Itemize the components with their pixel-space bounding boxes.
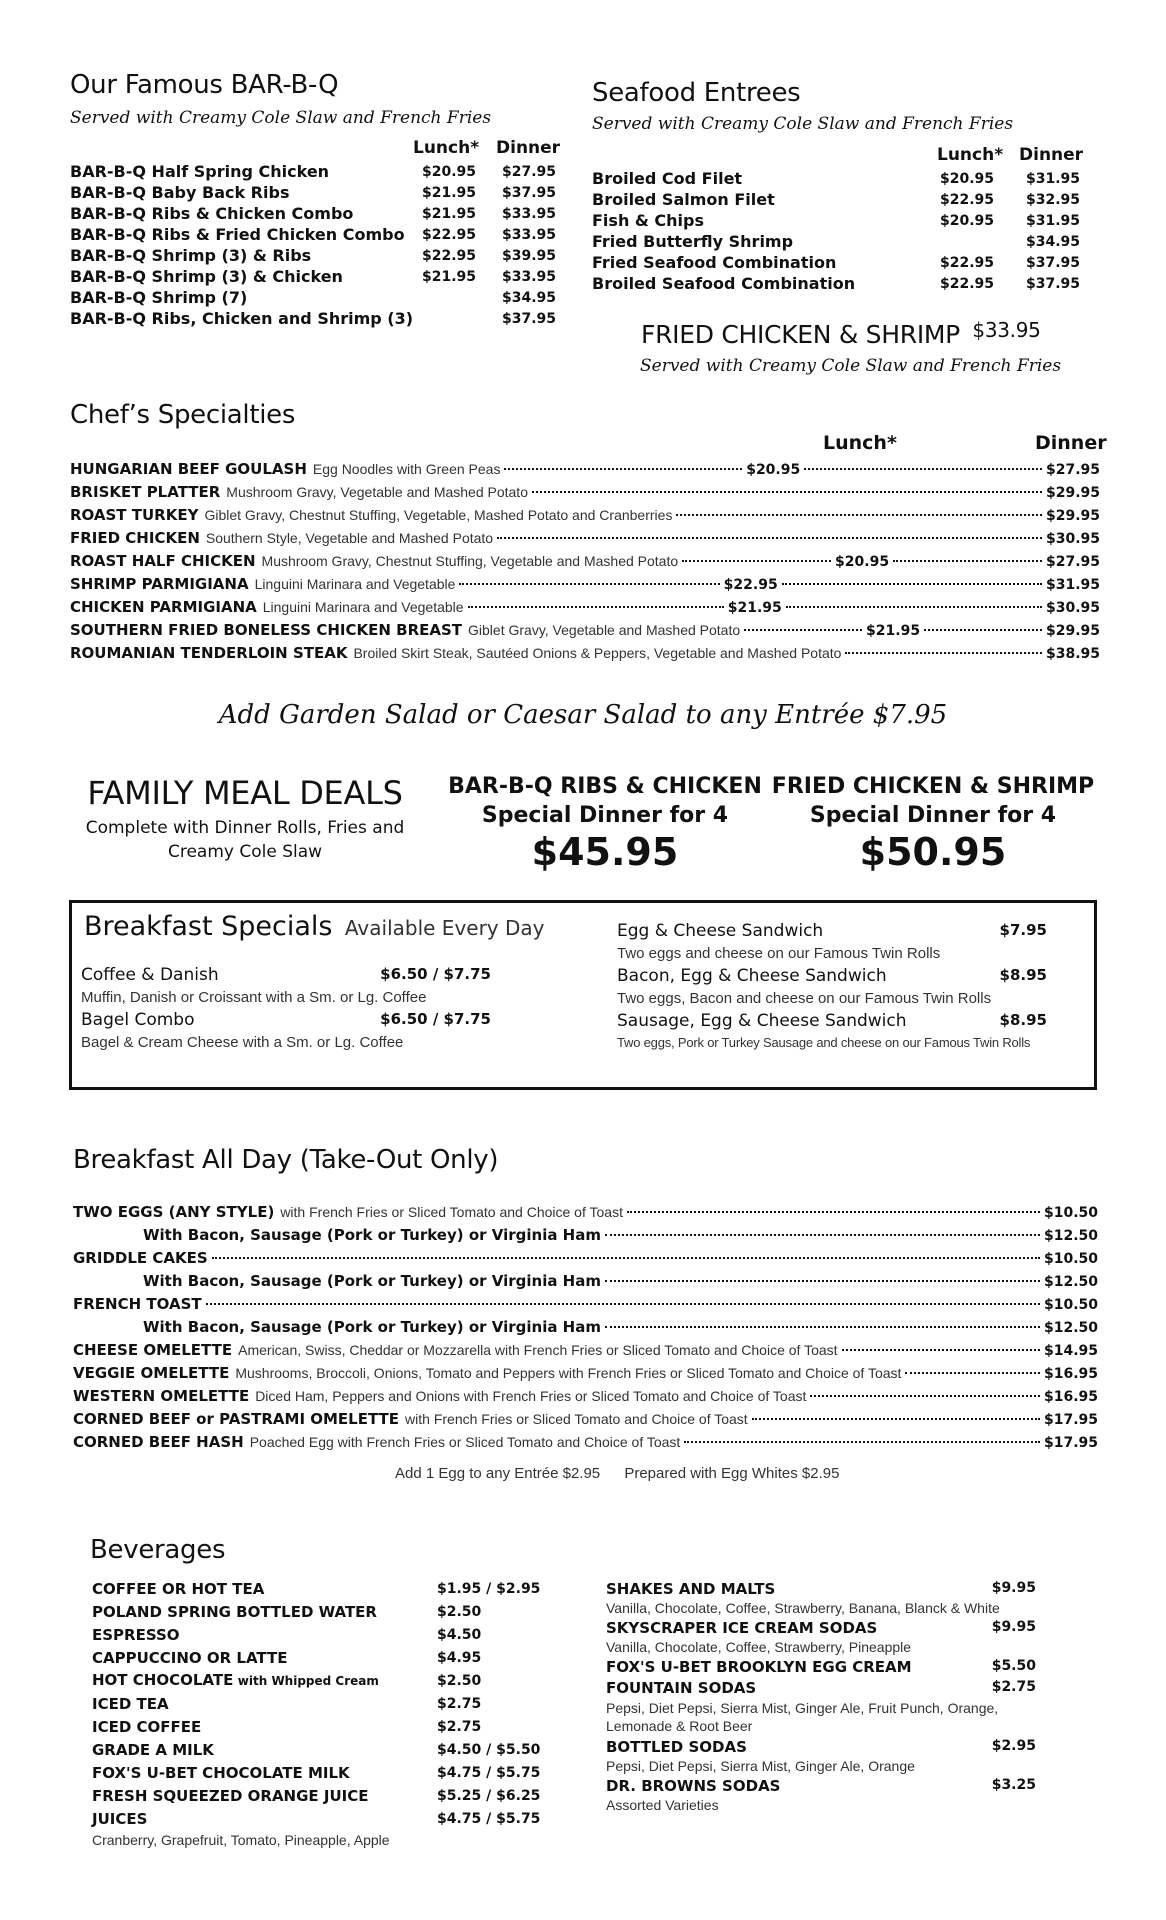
item-price: $14.95 [1043,1343,1098,1359]
item-name: BRISKET PLATTER [70,483,221,501]
beverage-item [606,1658,1066,1676]
item-name: SOUTHERN FRIED BONELESS CHICKEN BREAST [70,621,463,639]
beverage-item [92,1646,542,1669]
dinner-price: $30.95 [1045,531,1100,547]
beverages-right [606,1580,1066,1816]
item-price: $12.50 [1043,1274,1098,1290]
family-subtitle: Complete with Dinner Rolls, Fries and Creamy Cole Slaw [85,818,405,862]
item-price: $10.50 [1043,1297,1098,1313]
menu-item [70,224,570,245]
bev-price: $9.95 [991,1580,1036,1596]
dinner-price: $32.95 [1026,191,1081,208]
juices-desc: Cranberry, Grapefruit, Tomato, Pineapple, Apple [92,1832,390,1848]
item-name: FRENCH TOAST [73,1295,202,1313]
bev-price: $2.75 [437,1718,482,1735]
family-title: FAMILY MEAL DEALS [87,774,403,812]
bev-name: GRADE A MILK [92,1740,214,1759]
seafood-col-lunch: Lunch* [937,145,1004,165]
bev-price: $5.25 / $6.25 [437,1787,541,1804]
bev-desc: Pepsi, Diet Pepsi, Sierra Mist, Ginger Ale, Orange [606,1758,915,1774]
bs-item [81,1010,491,1030]
item-name: With Bacon, Sausage (Pork or Turkey) or Virginia Ham [143,1318,601,1336]
dinner-price: $29.95 [1045,623,1100,639]
bs-item-price: $8.95 [999,966,1047,984]
dinner-price: $33.95 [502,268,557,285]
bs-title: Breakfast Specials [84,911,333,942]
dinner-price: $30.95 [1045,600,1100,616]
item-name: Fish & Chips [592,211,705,230]
menu-item [70,266,570,287]
menu-item [70,308,570,329]
dinner-price: $34.95 [1026,233,1081,250]
item-price: $12.50 [1043,1320,1098,1336]
bev-extra: with Whipped Cream [237,1674,379,1688]
menu-item [73,1341,1098,1364]
bev-name: SKYSCRAPER ICE CREAM SODAS [606,1619,878,1637]
dinner-price: $31.95 [1026,170,1081,187]
deal-price: $45.95 [531,830,679,874]
item-name: With Bacon, Sausage (Pork or Turkey) or Virginia Ham [143,1272,601,1290]
lunch-price: $22.95 [422,247,477,264]
dinner-price: $33.95 [502,205,557,222]
fcs-title: FRIED CHICKEN & SHRIMP [641,320,960,349]
bev-price: $2.95 [991,1738,1036,1754]
item-price: $12.50 [1043,1228,1098,1244]
dinner-price: $29.95 [1045,508,1100,524]
chef-col-lunch: Lunch* [823,432,897,454]
chef-title: Chef’s Specialties [70,400,296,430]
item-name: WESTERN OMELETTE [73,1387,250,1405]
item-name: CHICKEN PARMIGIANA [70,598,257,616]
bs-right [617,921,1077,1050]
note-egg-whites: Prepared with Egg Whites $2.95 [624,1465,840,1482]
dinner-price: $33.95 [502,226,557,243]
item-name: BAR-B-Q Half Spring Chicken [70,162,330,181]
bev-desc: Assorted Varieties [606,1797,719,1813]
bs-item [617,966,1077,986]
menu-item [70,598,1100,621]
menu-item [73,1387,1098,1410]
item-name: SHRIMP PARMIGIANA [70,575,249,593]
bs-item-price: $6.50 / $7.75 [380,965,491,983]
dinner-price: $34.95 [502,289,557,306]
beverage-item [92,1738,542,1761]
bs-note: Available Every Day [344,916,545,940]
menu-item [70,483,1100,506]
beverage-item [92,1715,542,1738]
menu-item [70,203,570,224]
menu-item [70,506,1100,529]
item-desc: Giblet Gravy, Vegetable and Mashed Potato [468,622,741,638]
beverage-item [92,1669,542,1692]
dinner-price: $29.95 [1045,485,1100,501]
item-desc: Egg Noodles with Green Peas [312,461,501,477]
beverage-item [606,1777,1066,1795]
item-desc: Mushroom Gravy, Chestnut Stuffing, Vegetable and Mashed Potato [261,553,679,569]
bs-heading [84,911,545,942]
menu-item [73,1272,1098,1295]
bad-title: Breakfast All Day (Take-Out Only) [73,1145,499,1175]
bev-desc: Pepsi, Diet Pepsi, Sierra Mist, Ginger Ale, Fruit Punch, Orange, Lemonade & Root Beer [606,1700,999,1734]
bev-name: ESPRESSO [92,1625,180,1644]
dinner-price: $27.95 [1045,554,1100,570]
bev-name: FOX'S U-BET BROOKLYN EGG CREAM [606,1658,912,1676]
item-name: BAR-B-Q Baby Back Ribs [70,183,290,202]
item-name: CHEESE OMELETTE [73,1341,233,1359]
bev-name: JUICES [92,1809,148,1828]
item-name: ROAST HALF CHICKEN [70,552,256,570]
lunch-price: $20.95 [940,170,995,187]
item-name: Broiled Seafood Combination [592,274,856,293]
item-name: BAR-B-Q Shrimp (3) & Ribs [70,246,312,265]
menu-item [73,1318,1098,1341]
beverage-item [606,1619,1066,1637]
seafood-subtitle: Served with Creamy Cole Slaw and French Fries [592,114,1014,134]
menu-item [73,1226,1098,1249]
item-name: VEGGIE OMELETTE [73,1364,230,1382]
chef-col-dinner: Dinner [1035,432,1107,454]
item-desc: American, Swiss, Cheddar or Mozzarella with French Fries or Sliced Tomato and Choice of Toast [238,1342,838,1358]
lunch-price: $22.95 [422,226,477,243]
item-desc: Diced Ham, Peppers and Onions with French Fries or Sliced Tomato and Choice of Toast [255,1388,807,1404]
lunch-price: $20.95 [422,163,477,180]
beverage-item [92,1784,542,1807]
lunch-price: $20.95 [746,462,801,478]
bs-item-desc: Two eggs and cheese on our Famous Twin Rolls [617,945,941,962]
bev-name: COFFEE OR HOT TEA [92,1579,265,1598]
menu-item [70,245,570,266]
item-name: TWO EGGS (ANY STYLE) [73,1203,275,1221]
fried-chicken-shrimp-heading [641,318,1041,349]
menu-item [592,273,1112,294]
lunch-price: $22.95 [940,191,995,208]
beverages-title: Beverages [90,1535,226,1565]
bs-item [617,921,1077,941]
bbq-col-dinner: Dinner [496,138,561,158]
beverage-item [92,1623,542,1646]
bs-item-price: $8.95 [999,1011,1047,1029]
dinner-price: $39.95 [502,247,557,264]
dinner-price: $27.95 [1045,462,1101,478]
bs-item-price: $7.95 [999,921,1047,939]
beverages-left [92,1577,542,1848]
bs-item-name: Bacon, Egg & Cheese Sandwich [617,966,887,986]
beverage-item [606,1679,1066,1697]
menu-item [592,210,1112,231]
bs-item-name: Sausage, Egg & Cheese Sandwich [617,1011,907,1031]
deal-title: FRIED CHICKEN & SHRIMP [771,774,1095,799]
beverage-item [606,1580,1066,1598]
item-name: HUNGARIAN BEEF GOULASH [70,460,307,478]
item-desc: Mushrooms, Broccoli, Onions, Tomato and Peppers with French Fries or Sliced Tomato and Choice of Toast [235,1365,902,1381]
bad-menu-list [73,1203,1098,1456]
bev-desc: Vanilla, Chocolate, Coffee, Strawberry, Banana, Blanck & White [606,1600,1000,1616]
item-desc: Mushroom Gravy, Vegetable and Mashed Potato [226,484,528,500]
fcs-subtitle: Served with Creamy Cole Slaw and French Fries [640,356,1062,376]
item-desc: with French Fries or Sliced Tomato and Choice of Toast [405,1411,748,1427]
salad-note: Add Garden Salad or Caesar Salad to any Entrée $7.95 [218,700,948,730]
menu-item [70,621,1100,644]
menu-item [70,575,1100,598]
item-name: BAR-B-Q Ribs & Fried Chicken Combo [70,225,405,244]
bev-price: $4.75 / $5.75 [437,1764,541,1781]
bs-item-desc: Two eggs, Bacon and cheese on our Famous Twin Rolls [617,990,992,1007]
item-desc: with French Fries or Sliced Tomato and Choice of Toast [280,1204,623,1220]
lunch-price: $20.95 [835,554,890,570]
item-name: CORNED BEEF or PASTRAMI OMELETTE [73,1410,400,1428]
bev-price: $4.75 / $5.75 [437,1810,541,1827]
bbq-col-lunch: Lunch* [413,138,480,158]
bad-notes [395,1465,839,1482]
bev-price: $5.50 [991,1658,1036,1674]
menu-item [70,644,1100,667]
bev-name: FRESH SQUEEZED ORANGE JUICE [92,1786,369,1805]
bs-item [617,1011,1077,1031]
item-price: $10.50 [1043,1251,1098,1267]
menu-item [73,1249,1098,1272]
bev-desc: Vanilla, Chocolate, Coffee, Strawberry, Pineapple [606,1639,912,1655]
menu-item [70,552,1100,575]
dinner-price: $31.95 [1045,577,1100,593]
item-name: GRIDDLE CAKES [73,1249,208,1267]
bev-name: SHAKES AND MALTS [606,1580,776,1598]
item-desc: Giblet Gravy, Chestnut Stuffing, Vegetable, Mashed Potato and Cranberries [204,507,673,523]
seafood-menu-list [592,168,1112,294]
bs-item-price: $6.50 / $7.75 [380,1010,491,1028]
bev-price: $9.95 [991,1619,1036,1635]
menu-item [70,161,570,182]
lunch-price: $20.95 [940,212,995,229]
bev-price: $2.75 [437,1695,482,1712]
bev-price: $4.50 / $5.50 [437,1741,541,1758]
bev-price: $2.50 [437,1603,482,1620]
item-name: Broiled Cod Filet [592,169,743,188]
dinner-price: $37.95 [1026,275,1081,292]
item-price: $16.95 [1043,1366,1098,1382]
item-desc: Poached Egg with French Fries or Sliced Tomato and Choice of Toast [249,1434,681,1450]
dinner-price: $37.95 [502,184,557,201]
lunch-price: $21.95 [422,184,477,201]
item-desc: Southern Style, Vegetable and Mashed Potato [205,530,494,546]
bev-name: FOUNTAIN SODAS [606,1679,757,1697]
menu-item [73,1203,1098,1226]
lunch-price: $21.95 [727,600,782,616]
dinner-price: $31.95 [1026,212,1081,229]
beverage-item [92,1692,542,1715]
fcs-price: $33.95 [972,318,1041,342]
beverage-item [606,1738,1066,1756]
bs-item-desc: Muffin, Danish or Croissant with a Sm. or Lg. Coffee [81,989,427,1006]
menu-item [592,189,1112,210]
seafood-title: Seafood Entrees [592,78,801,108]
item-name: BAR-B-Q Ribs & Chicken Combo [70,204,354,223]
item-desc: Broiled Skirt Steak, Sautéed Onions & Peppers, Vegetable and Mashed Potato [353,645,842,661]
lunch-price: $22.95 [940,275,995,292]
bs-item [81,965,491,985]
item-price: $10.50 [1043,1205,1098,1221]
note-add-egg: Add 1 Egg to any Entrée $2.95 [395,1465,601,1482]
lunch-price: $22.95 [940,254,995,271]
item-desc: Linguini Marinara and Vegetable [262,599,464,615]
item-name: Broiled Salmon Filet [592,190,775,209]
beverage-item [92,1600,542,1623]
beverage-item [92,1577,542,1600]
lunch-price: $21.95 [866,623,921,639]
menu-item [592,231,1112,252]
item-name: With Bacon, Sausage (Pork or Turkey) or Virginia Ham [143,1226,601,1244]
menu-item [70,529,1100,552]
chef-menu-list [70,460,1100,667]
deal-sub: Special Dinner for 4 [809,803,1057,828]
deal-sub: Special Dinner for 4 [481,803,729,828]
menu-item [592,168,1112,189]
bs-item-desc: Bagel & Cream Cheese with a Sm. or Lg. Coffee [81,1034,404,1051]
bs-item-name: Coffee & Danish [81,965,219,985]
bev-price: $1.95 / $2.95 [437,1580,541,1597]
bbq-subtitle: Served with Creamy Cole Slaw and French Fries [70,108,492,128]
bev-price: $3.25 [991,1777,1036,1793]
lunch-price: $21.95 [422,268,477,285]
dinner-price: $27.95 [502,163,557,180]
deal-title: BAR-B-Q RIBS & CHICKEN [448,774,762,799]
menu-item [73,1295,1098,1318]
bev-name: FOX'S U-BET CHOCOLATE MILK [92,1763,350,1782]
bev-price: $2.50 [437,1672,482,1689]
family-meal-deals [70,774,420,864]
bs-item-desc: Two eggs, Pork or Turkey Sausage and cheese on our Famous Twin Rolls [617,1035,1031,1050]
menu-item [73,1433,1098,1456]
seafood-col-dinner: Dinner [1019,145,1084,165]
bev-name: DR. BROWNS SODAS [606,1777,781,1795]
bbq-title: Our Famous BAR-B-Q [70,70,339,100]
item-name: Fried Seafood Combination [592,253,837,272]
bev-name: BOTTLED SODAS [606,1738,747,1756]
menu-item [70,182,570,203]
item-price: $16.95 [1043,1389,1098,1405]
menu-item [73,1410,1098,1433]
item-name: FRIED CHICKEN [70,529,200,547]
menu-item [592,252,1112,273]
item-name: Fried Butterfly Shrimp [592,232,794,251]
menu-item [70,287,570,308]
item-name: BAR-B-Q Shrimp (7) [70,288,248,307]
lunch-price: $22.95 [723,577,778,593]
beverage-item [92,1807,542,1830]
bev-name: POLAND SPRING BOTTLED WATER [92,1602,377,1621]
item-name: ROUMANIAN TENDERLOIN STEAK [70,644,348,662]
item-price: $17.95 [1043,1412,1098,1428]
lunch-price: $21.95 [422,205,477,222]
menu-item [73,1364,1098,1387]
dinner-price: $38.95 [1045,646,1100,662]
menu-item [70,460,1100,483]
deal-bbq [440,774,770,874]
item-price: $17.95 [1043,1435,1098,1451]
item-desc: Linguini Marinara and Vegetable [254,576,456,592]
dinner-price: $37.95 [1026,254,1081,271]
deal-price: $50.95 [859,830,1007,874]
bev-name: CAPPUCCINO OR LATTE [92,1648,288,1667]
beverage-item [92,1761,542,1784]
breakfast-specials-box [69,900,1097,1090]
bev-name: HOT CHOCOLATE [92,1671,234,1689]
item-name: ROAST TURKEY [70,506,199,524]
item-name: CORNED BEEF HASH [73,1433,244,1451]
bev-name: ICED COFFEE [92,1717,202,1736]
bs-item-name: Bagel Combo [81,1010,195,1030]
bbq-menu-list [70,161,570,329]
dinner-price: $37.95 [502,310,557,327]
bs-item-name: Egg & Cheese Sandwich [617,921,824,941]
bev-name: ICED TEA [92,1694,169,1713]
deal-fried [768,774,1098,874]
item-name: BAR-B-Q Shrimp (3) & Chicken [70,267,343,286]
bs-left [81,965,491,1051]
bev-price: $4.95 [437,1649,482,1666]
bev-price: $2.75 [991,1679,1036,1695]
bev-price: $4.50 [437,1626,482,1643]
item-name: BAR-B-Q Ribs, Chicken and Shrimp (3) [70,309,414,328]
